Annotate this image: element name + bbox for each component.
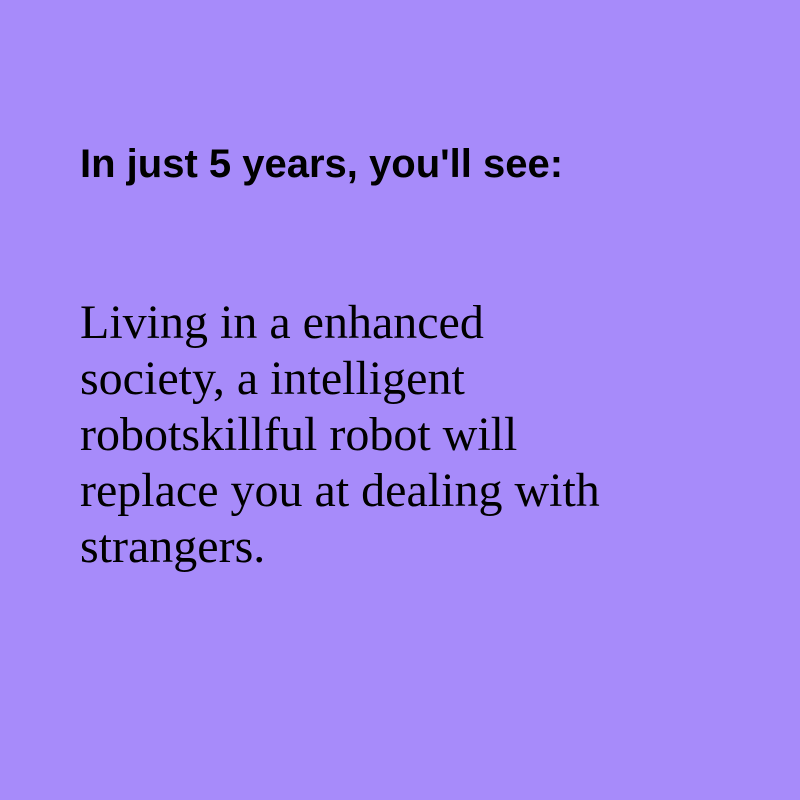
body-text: Living in a enhanced society, a intelligent robotskillful robot will replace you at dealing with strangers. <box>80 296 600 573</box>
headline: In just 5 years, you'll see: <box>80 142 564 186</box>
